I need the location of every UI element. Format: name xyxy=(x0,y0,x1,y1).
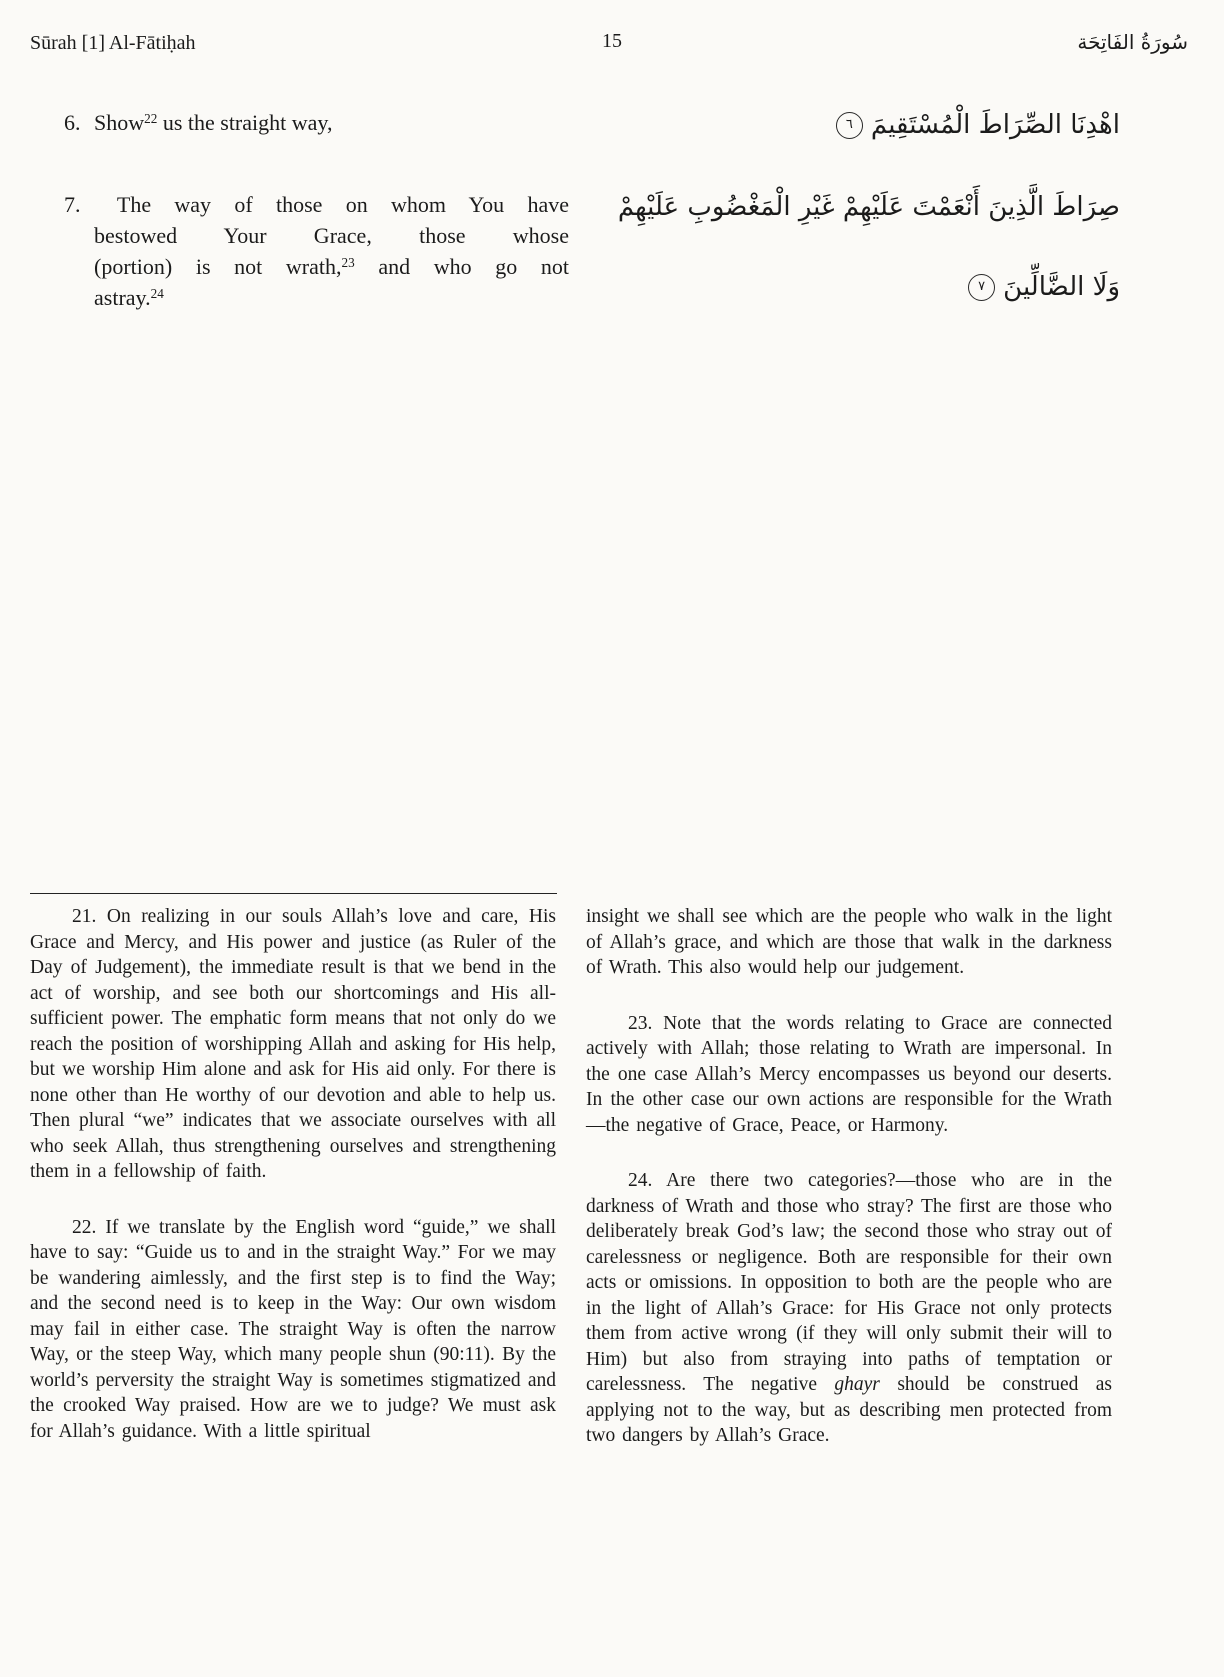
verse-6-number: 6. xyxy=(64,110,81,135)
footnote-22: 22. If we translate by the English word “guide,” we shall have to say: “Guide us to and in the straight Way.” For we may be wandering aimlessly, and the first step is to find the Way; and the second need is to keep in the Way: Our own wisdom may fail in either case. The straight Way is often the narrow Way, or the steep Way, which many people shun (90:11). By the world’s perversity the straight Way is sometimes stigmatized and the crooked Way praised. How are we to judge? We must ask for Allah’s guidance. With a little spiritual xyxy=(30,1216,556,1442)
verse-7 xyxy=(64,189,1120,313)
footnote-ref-22: 22 xyxy=(144,110,158,126)
footnote-divider xyxy=(30,893,557,894)
ayah-marker-7: ٧ xyxy=(968,274,995,301)
verse-7-arabic: صِرَاطَ الَّذِينَ أَنْعَمْتَ عَلَيْهِمْ غَيْرِ الْمَغْضُوبِ عَلَيْهِمْ وَلَا الضَّالِّينَ٧ xyxy=(617,192,1120,302)
verse-6-text: Show xyxy=(94,110,145,135)
page-header xyxy=(0,0,1224,55)
footnote-21-number: 21. xyxy=(72,906,97,927)
footnote-24-italic-term: ghayr xyxy=(834,1374,880,1395)
surah-title-arabic: سُورَةُ الفَاتِحَة xyxy=(1077,30,1188,54)
verse-7-number: 7. xyxy=(64,192,81,217)
page-number: 15 xyxy=(602,30,622,52)
footnotes-section xyxy=(30,893,1112,1449)
footnote-column-left xyxy=(30,904,556,1449)
footnote-23: 23. Note that the words relating to Grace are connected actively with Allah; those relating to Wrath are impersonal. In the one case Allah’s Mercy encompasses us beyond our deserts. In the other case our own actions are responsible for the Wrath—the negative of Grace, Peace, or Harmony. xyxy=(586,1012,1112,1136)
footnote-22-number: 22. xyxy=(72,1216,97,1238)
surah-title-left: Sūrah [1] Al-Fātiḥah xyxy=(30,32,196,54)
verse-7-english: 7. The way of those on whom You have bestowed Your Grace, those whose (portion) is not wrath,$^{23}$ and who go not astray.$^{24}$ xyxy=(64,189,569,313)
verse-6-english: 6. Show$^{22}$ us the straight way, xyxy=(64,107,569,143)
ayah-marker-6: ٦ xyxy=(836,112,863,139)
footnote-column-right xyxy=(586,904,1112,1449)
verses-section xyxy=(0,55,1224,313)
footnote-24-number: 24. xyxy=(628,1170,653,1191)
verse-6 xyxy=(64,107,1120,143)
footnote-21: 21. On realizing in our souls Allah’s love and care, His Grace and Mercy, and His power and justice (as Ruler of the Day of Judgement), the immediate result is that we bend in the act of worship, and see both our shortcomings and His all-sufficient power. The emphatic form means that not only do we reach the position of worshipping Allah and asking for His help, but we worship Him alone and ask for His aid only. For there is none other than He worthy of our devotion and able to help us. Then plural “we” indicates that we associate ourselves with all who seek Allah, thus strengthening ourselves and strengthening them in a fellowship of faith. xyxy=(30,906,556,1182)
footnote-ref-24: 24 xyxy=(150,285,164,301)
footnote-23-number: 23. xyxy=(628,1012,653,1034)
footnote-ref-23: 23 xyxy=(341,254,355,270)
footnote-22-continuation: insight we shall see which are the people who walk in the light of Allah’s grace, and which are those that walk in the darkness of Wrath. This also would help our judgement. xyxy=(586,906,1112,978)
footnote-24: 24. Are there two categories?—those who are in the darkness of Wrath and those who stray? The first are those who deliberately break God’s law; the second those who stray out of carelessness or negligence. Both are responsible for their own acts or omissions. In opposition to both are the people who are in the light of Allah’s Grace: for His Grace not only protects them from active wrong (if they will only submit their will to Him) but also from straying into paths of temptation or carelessness. The negative ghayr should be construed as applying not to the way, but as describing men protected from two dangers by Allah’s Grace. xyxy=(586,1170,1112,1446)
verse-6-arabic: اهْدِنَا الصِّرَاطَ الْمُسْتَقِيمَ٦ xyxy=(828,107,1120,143)
